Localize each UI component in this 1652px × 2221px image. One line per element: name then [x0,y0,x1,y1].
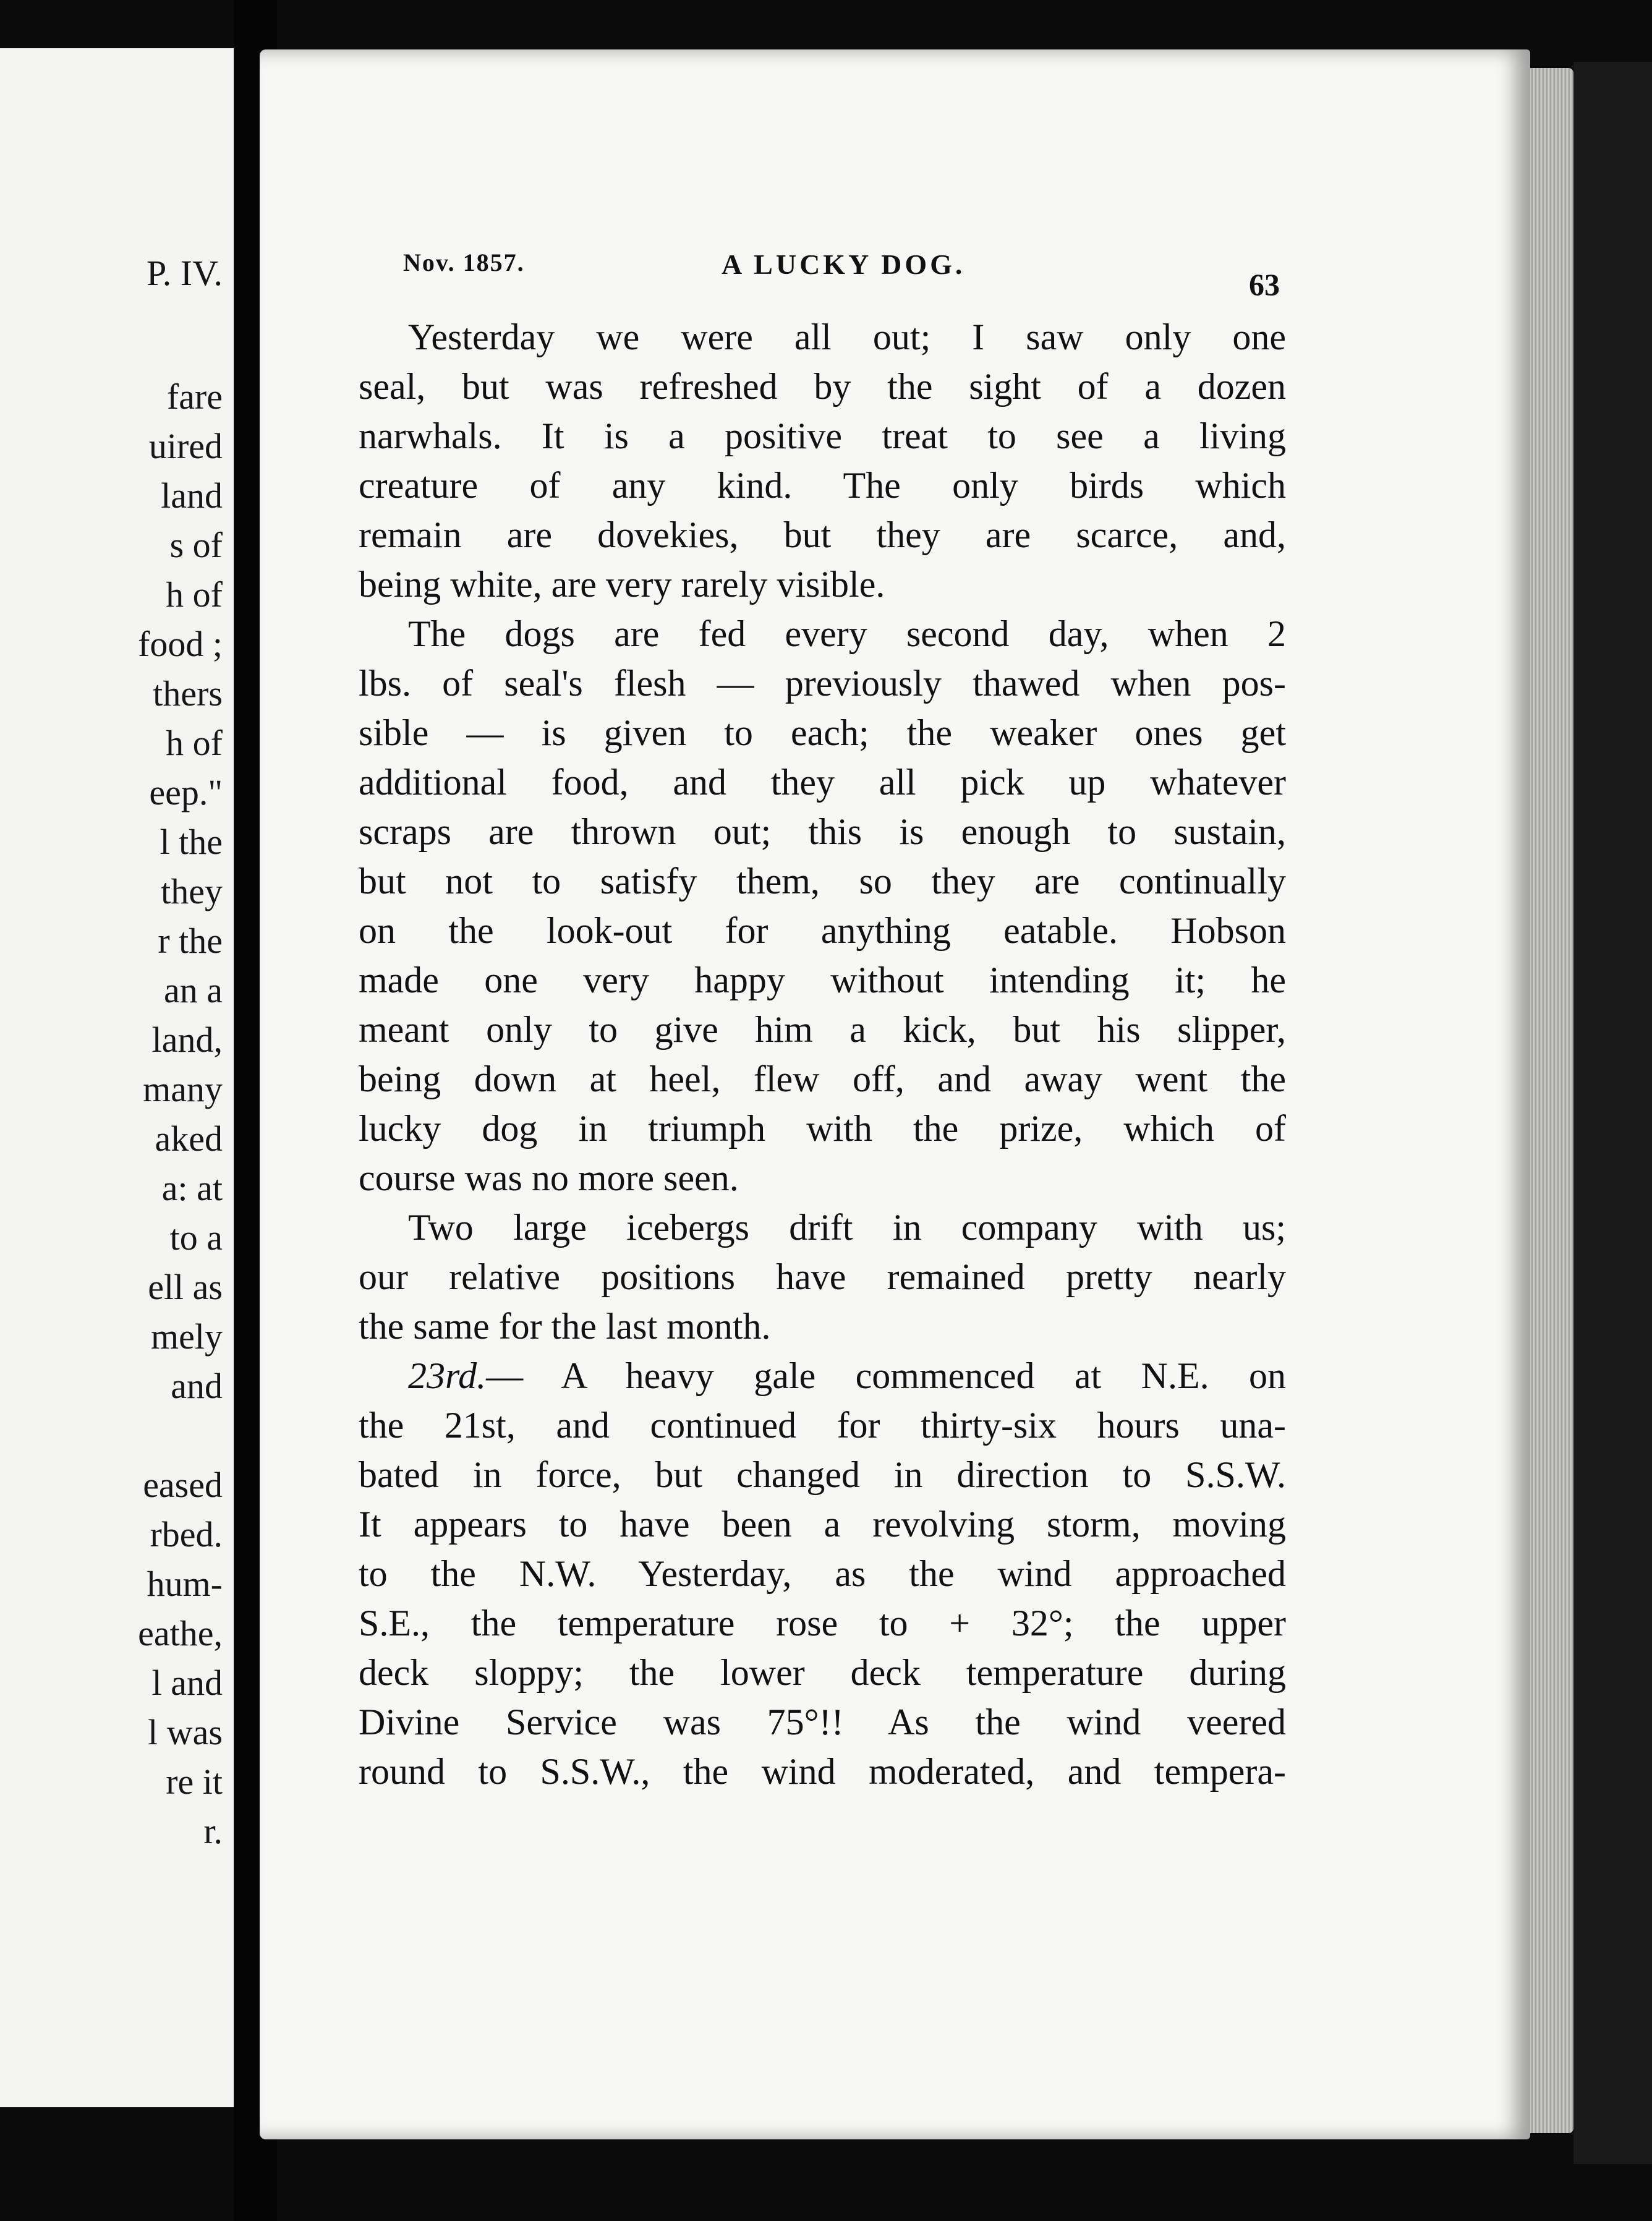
diary-date: 23rd. [408,1355,487,1396]
body-line: course was no more seen. [359,1157,739,1198]
running-head-date: Nov. 1857. [403,249,525,276]
facing-page-line: land [161,475,223,516]
body-line: additional food, and they all pick up whatever [359,762,1286,803]
facing-page-line: ell as [148,1267,223,1307]
page-edges [1530,68,1573,2133]
facing-page-line: aked [155,1119,223,1159]
body-line: lbs. of seal's flesh — previously thawed when pos- [359,663,1286,704]
facing-page-line: many [143,1069,223,1109]
facing-page-line: mely [151,1316,223,1357]
facing-page-line: and [171,1366,223,1406]
diary-entry-text: — A heavy gale commenced at N.E. on [486,1355,1286,1396]
body-line: S.E., the temperature rose to + 32°; the upper [359,1603,1286,1643]
facing-page-line: fare [166,377,223,417]
facing-page-line: eep." [149,772,223,812]
facing-page-line: hum- [147,1564,223,1604]
facing-page-line: r. [203,1811,223,1851]
body-line: scraps are thrown out; this is enough to sustain, [359,811,1286,852]
body-line: lucky dog in triumph with the prize, which of [359,1108,1286,1149]
facing-page-line: an a [164,970,223,1010]
body-line: It appears to have been a revolving storm, moving [359,1504,1286,1545]
body-line: Two large icebergs drift in company with us; [408,1207,1286,1248]
body-line: The dogs are fed every second day, when 2 [408,613,1286,654]
body-line: made one very happy without intending it; he [359,960,1286,1000]
body-line: deck sloppy; the lower deck temperature during [359,1652,1286,1693]
facing-page-line: l was [148,1712,223,1752]
body-line: Divine Service was 75°!! As the wind veered [359,1702,1286,1742]
body-line: being down at heel, flew off, and away went the [359,1059,1286,1099]
facing-page-line: eased [143,1465,223,1505]
facing-page-line: to a [169,1217,223,1258]
facing-page-line: re it [166,1762,223,1802]
body-line: sible — is given to each; the weaker ones get [359,712,1286,753]
diary-entry-line [359,1351,1286,1400]
body-line: creature of any kind. The only birds which [359,465,1286,506]
body-line: narwhals. It is a positive treat to see a living [359,416,1286,456]
body-line: being white, are very rarely visible. [359,564,885,605]
page-number: 63 [1249,267,1280,302]
body-line: seal, but was refreshed by the sight of a dozen [359,366,1286,407]
facing-page-line: r the [158,921,223,961]
book-cover-edge [1573,62,1652,2164]
body-line: the 21st, and continued for thirty-six hours una- [359,1405,1286,1446]
facing-page-line: s of [169,525,223,565]
facing-page-line: h of [166,723,223,763]
running-head-title: A LUCKY DOG. [722,249,966,280]
facing-page-line: eathe, [138,1613,223,1653]
facing-page-line: a: at [161,1168,223,1208]
body-line: meant only to give him a kick, but his slipper, [359,1009,1286,1050]
facing-page-line: l and [151,1663,223,1703]
running-head [403,244,1287,302]
body-line: round to S.S.W., the wind moderated, and tempera- [359,1751,1286,1792]
body-line: on the look-out for anything eatable. Hobson [359,910,1286,951]
facing-page-line: h of [166,574,223,615]
facing-page-line: thers [153,673,223,714]
body-line: remain are dovekies, but they are scarce, and, [359,514,1286,555]
body-line: to the N.W. Yesterday, as the wind approached [359,1553,1286,1594]
facing-page-line: rbed. [150,1514,223,1554]
body-line: our relative positions have remained pretty nearly [359,1256,1286,1297]
facing-page-line: uired [148,426,223,466]
body-line: Yesterday we were all out; I saw only one [408,317,1286,357]
body-line: but not to satisfy them, so they are continually [359,861,1286,902]
body-line: the same for the last month. [359,1306,771,1347]
facing-page-line: l the [160,822,223,862]
facing-page-line: they [161,871,223,911]
facing-page-line: P. IV. [146,253,223,293]
facing-page-line: land, [151,1020,223,1060]
page-body [359,312,1286,1796]
facing-page-line: food ; [138,624,223,664]
body-line: bated in force, but changed in direction to S.S.W. [359,1454,1286,1495]
facing-page-fragment [0,48,234,2107]
